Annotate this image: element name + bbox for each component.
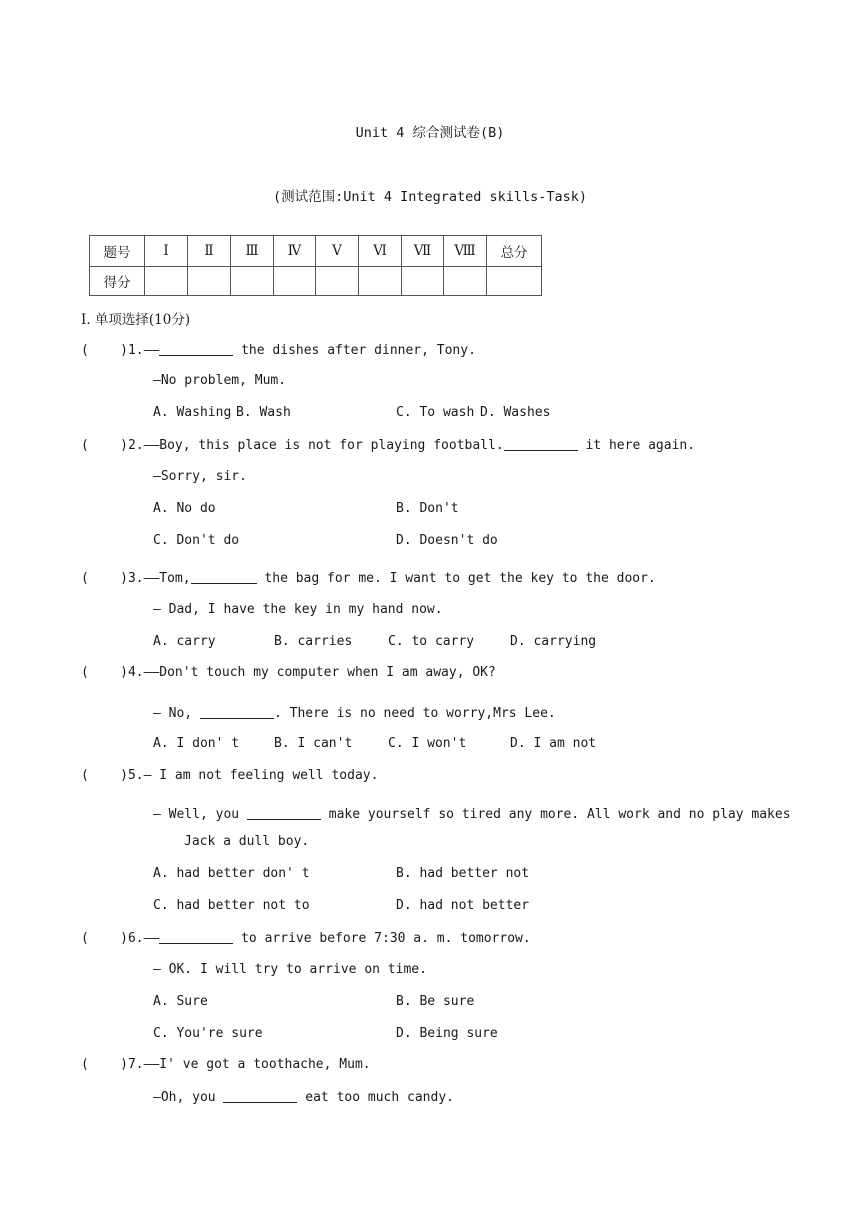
score-cell[interactable] [188, 267, 231, 296]
answer-blank [191, 570, 257, 584]
score-cell[interactable] [231, 267, 274, 296]
section-heading: Ⅰ. 单项选择(10分) [81, 312, 191, 328]
option-d: D. Doesn't do [396, 533, 498, 548]
test-scope: (测试范围:Unit 4 Integrated skills-Task) [272, 189, 588, 205]
option-a: A. No do [153, 501, 216, 516]
answer-bracket[interactable]: ( ) [81, 768, 128, 783]
question-4-reply [153, 705, 556, 722]
question-text: ——Don't touch my computer when I am away, OK? [143, 665, 496, 680]
question-text: ——Boy, this place is not for playing football. [143, 438, 504, 453]
question-6-reply: — OK. I will try to arrive on time. [153, 962, 427, 977]
answer-bracket[interactable]: ( ) [81, 1057, 128, 1072]
option-b: B. Be sure [396, 994, 475, 1009]
option-d: D. Being sure [396, 1026, 498, 1041]
question-7-stem [81, 1057, 371, 1073]
option-c: C. You're sure [153, 1026, 263, 1041]
page-title: Unit 4 综合测试卷(B) [355, 125, 505, 141]
question-number: 5. [127, 768, 144, 783]
option-a: A. Washing [153, 405, 232, 420]
answer-blank [159, 930, 233, 944]
score-cell[interactable] [145, 267, 188, 296]
score-header-cell: 总分 [487, 236, 542, 267]
score-header-cell: Ⅶ [402, 236, 444, 267]
question-5-reply [153, 806, 791, 823]
question-2-stem [81, 437, 695, 454]
reply-text: — No, [153, 706, 200, 721]
option-c: C. I won't [388, 736, 467, 751]
question-text: ——I' ve got a toothache, Mum. [143, 1057, 371, 1072]
score-cell[interactable] [274, 267, 316, 296]
score-cell[interactable] [487, 267, 542, 296]
score-header-cell: Ⅱ [188, 236, 231, 267]
option-d: D. I am not [510, 736, 597, 751]
option-d: D. carrying [510, 634, 597, 649]
question-3-reply: — Dad, I have the key in my hand now. [153, 602, 443, 617]
question-text: — I am not feeling well today. [143, 768, 379, 783]
option-c: C. To wash [396, 405, 475, 420]
score-row-label: 得分 [90, 267, 145, 296]
question-5-reply-cont: Jack a dull boy. [184, 834, 310, 849]
option-d: D. had not better [396, 898, 530, 913]
question-number: 2. [127, 438, 144, 453]
score-table-score-row [90, 267, 542, 296]
question-2-reply: —Sorry, sir. [153, 469, 247, 484]
question-text: ——Tom, [143, 571, 191, 586]
option-b: B. Don't [396, 501, 459, 516]
answer-bracket[interactable]: ( ) [81, 438, 128, 453]
score-header-cell: Ⅵ [359, 236, 402, 267]
question-text: the dishes after dinner, Tony. [233, 343, 476, 358]
reply-text: make yourself so tired any more. All work and no play makes [320, 807, 791, 822]
answer-blank [504, 437, 578, 451]
answer-blank [200, 705, 274, 719]
question-text: the bag for me. I want to get the key to the door. [256, 571, 656, 586]
option-a: A. Sure [153, 994, 208, 1009]
option-a: A. carry [153, 634, 216, 649]
question-4-stem [81, 665, 496, 681]
reply-text: eat too much candy. [297, 1090, 454, 1105]
question-number: 6. [127, 931, 144, 946]
question-1-stem [81, 342, 476, 359]
score-table-header-row [90, 236, 542, 267]
option-b: B. Wash [236, 405, 291, 420]
question-text: to arrive before 7:30 a. m. tomorrow. [233, 931, 531, 946]
question-number: 3. [127, 571, 144, 586]
answer-blank [159, 342, 233, 356]
question-1-reply: —No problem, Mum. [153, 373, 287, 388]
option-a: A. had better don' t [153, 866, 310, 881]
option-c: C. to carry [388, 634, 475, 649]
question-number: 7. [127, 1057, 144, 1072]
question-text: —— [143, 343, 160, 358]
option-c: C. Don't do [153, 533, 240, 548]
question-text: it here again. [577, 438, 696, 453]
option-d: D. Washes [480, 405, 551, 420]
answer-blank [247, 806, 321, 820]
score-header-cell: Ⅰ [145, 236, 188, 267]
answer-bracket[interactable]: ( ) [81, 665, 128, 680]
score-header-cell: Ⅷ [444, 236, 487, 267]
option-b: B. carries [274, 634, 353, 649]
option-c: C. had better not to [153, 898, 310, 913]
reply-text: — Well, you [153, 807, 247, 822]
score-header-cell: Ⅴ [316, 236, 359, 267]
answer-bracket[interactable]: ( ) [81, 343, 128, 358]
score-header-cell: 题号 [90, 236, 145, 267]
score-cell[interactable] [359, 267, 402, 296]
answer-blank [223, 1089, 297, 1103]
score-header-cell: Ⅳ [274, 236, 316, 267]
question-3-stem [81, 570, 656, 587]
score-cell[interactable] [444, 267, 487, 296]
option-b: B. had better not [396, 866, 530, 881]
question-7-reply [153, 1089, 454, 1106]
question-number: 4. [127, 665, 144, 680]
score-cell[interactable] [316, 267, 359, 296]
answer-bracket[interactable]: ( ) [81, 931, 128, 946]
answer-bracket[interactable]: ( ) [81, 571, 128, 586]
question-6-stem [81, 930, 531, 947]
question-5-stem [81, 768, 378, 784]
reply-text: —Oh, you [153, 1090, 224, 1105]
question-number: 1. [127, 343, 144, 358]
score-header-cell: Ⅲ [231, 236, 274, 267]
option-a: A. I don' t [153, 736, 240, 751]
option-b: B. I can't [274, 736, 353, 751]
score-cell[interactable] [402, 267, 444, 296]
question-text: —— [143, 931, 160, 946]
reply-text: . There is no need to worry,Mrs Lee. [273, 706, 556, 721]
score-table [89, 235, 542, 296]
